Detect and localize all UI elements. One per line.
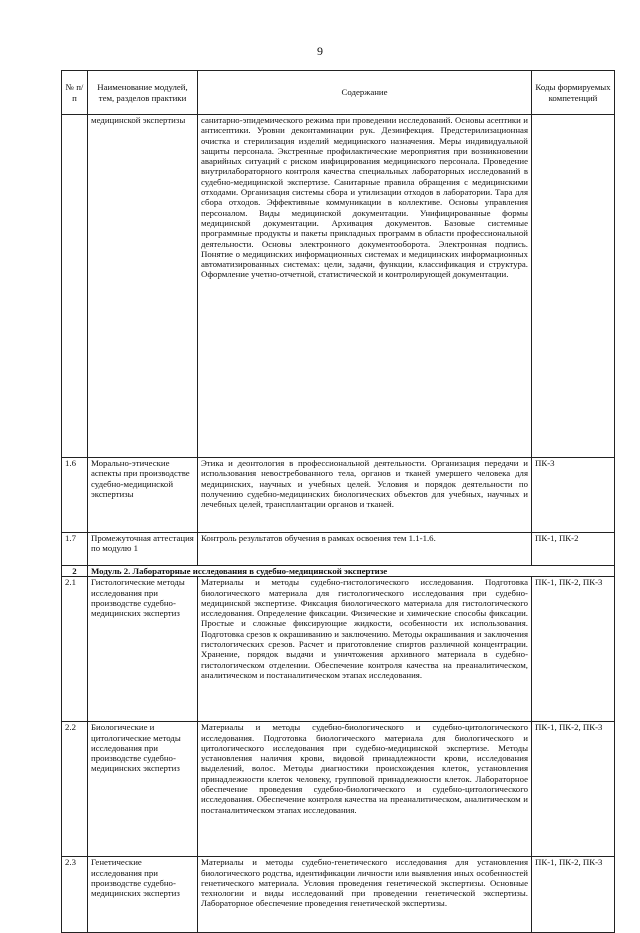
page-number: 9 xyxy=(317,44,323,58)
row-name: Промежуточная аттестация по модулю 1 xyxy=(88,533,198,566)
table-header-row xyxy=(62,71,615,115)
row-num: 1.7 xyxy=(62,533,88,566)
header-name: Наименование модулей, тем, разделов практики xyxy=(88,71,198,115)
table-row xyxy=(62,577,615,722)
row-num: 1.6 xyxy=(62,458,88,533)
table-row xyxy=(62,458,615,533)
row-content: Материалы и методы судебно-генетического исследования для установления биологического родства, идентификации личности или выявления иных особенностей генетического материала. Условия проведения генетической экспертизы. Основные технологии и виды исследований при проведении генетической экспертизы. Лабораторное обеспечение проведения генетической экспертизы. xyxy=(198,857,532,933)
header-num: № п/п xyxy=(62,71,88,115)
row-num xyxy=(62,115,88,458)
row-name: Гистологические методы исследования при производстве судебно-медицинских экспертиз xyxy=(88,577,198,722)
table-row xyxy=(62,857,615,933)
module-title: Модуль 2. Лабораторные исследования в судебно-медицинской экспертизе xyxy=(88,566,615,577)
row-name: Морально-этические аспекты при производстве судебно-медицинской экспертизы xyxy=(88,458,198,533)
row-content: Этика и деонтология в профессиональной деятельности. Организация передачи и использования невостребованного тела, органов и тканей умершего человека для медицинских, научных и учебных целей. Условия и порядок деятельности по получению судебно-медицинских биологических объектов для учебных, научных и лечебных целей, трансплантации органов и тканей. xyxy=(198,458,532,533)
header-codes: Коды формируемых компетенций xyxy=(532,71,615,115)
row-num: 2.2 xyxy=(62,722,88,857)
row-content: Материалы и методы судебно-биологического и судебно-цитологического исследования. Подготовка биологического материала для биологического и цитологического исследования при судебно-медицинской экспертизе. Методы установления наличия крови, видовой принадлежности крови, исследования выделений, волос. Методы диагностики происхождения клеток, установления принадлежности клеток человеку, групповой принадлежности клеток. Лабораторное обеспечение проведения судебно-биологического и судебно-цитологического исследования. Обеспечение контроля качества на преаналитическом, аналитическом и постаналитическом этапах исследования. xyxy=(198,722,532,857)
row-codes: ПК-1, ПК-2, ПК-3 xyxy=(532,857,615,933)
row-codes: ПК-3 xyxy=(532,458,615,533)
module-num: 2 xyxy=(62,566,88,577)
table-row xyxy=(62,115,615,458)
row-content: санитарно-эпидемического режима при проведении исследований. Основы асептики и антисептики. Уровни деконтаминации рук. Дезинфекция. Предстерилизационная очистка и стерилизация изделий медицинского назначения. Меры индивидуальной защиты персонала. Экстренные профилактические мероприятия при возникновении аварийных ситуаций с риском инфицирования медицинского персонала. Проведение внутрилабораторного контроля качества специальных лабораторных исследований в судебно-медицинской экспертизе. Санитарные правила обращения с медицинскими отходами. Организация системы сбора и утилизации отходов в лаборатории. Тара для сбора отходов. Эффективные коммуникации в коллективе. Основы управления персоналом. Виды медицинской документации. Унифицированные формы медицинской документации. Архивация документов. Базовые системные программные продукты и пакеты прикладных программ в области профессиональной деятельности. Основы электронного документооборота. Электронная подпись. Понятие о медицинских информационных системах и медицинских информационных автоматизированных системах: цели, задачи, функции, классификация и структура. Оформление учетно-отчетной, статистической и контролирующей документации. xyxy=(198,115,532,458)
row-content: Контроль результатов обучения в рамках освоения тем 1.1-1.6. xyxy=(198,533,532,566)
curriculum-table xyxy=(61,70,615,933)
row-codes: ПК-1, ПК-2, ПК-3 xyxy=(532,722,615,857)
row-codes: ПК-1, ПК-2 xyxy=(532,533,615,566)
row-num: 2.3 xyxy=(62,857,88,933)
row-codes: ПК-1, ПК-2, ПК-3 xyxy=(532,577,615,722)
row-num: 2.1 xyxy=(62,577,88,722)
row-name: медицинской экспертизы xyxy=(88,115,198,458)
row-name: Биологические и цитологические методы исследования при производстве судебно-медицинских экспертиз xyxy=(88,722,198,857)
row-content: Материалы и методы судебно-гистологического исследования. Подготовка биологического материала для гистологического исследования при судебно-медицинской экспертизе. Фиксация биологического материала для гистологического исследования. Определение фиксации. Физические и химические способы фиксации. Простые и сложные фиксирующие жидкости, особенности их использования. Подготовка срезов к окрашиванию и заключению. Методы окрашивания и заключения гистологических срезов. Расчет и приготовление спиртов различной концентрации. Хранение, порядок выдачи и уничтожения архивного материала в судебно-гистологическом отделении. Обеспечение контроля качества на преаналитическом, аналитическом и постаналитическом этапах исследования. xyxy=(198,577,532,722)
table-row xyxy=(62,533,615,566)
row-name: Генетические исследования при производстве судебно-медицинских экспертиз xyxy=(88,857,198,933)
module-row xyxy=(62,566,615,577)
table-row xyxy=(62,722,615,857)
header-content: Содержание xyxy=(198,71,532,115)
row-codes xyxy=(532,115,615,458)
